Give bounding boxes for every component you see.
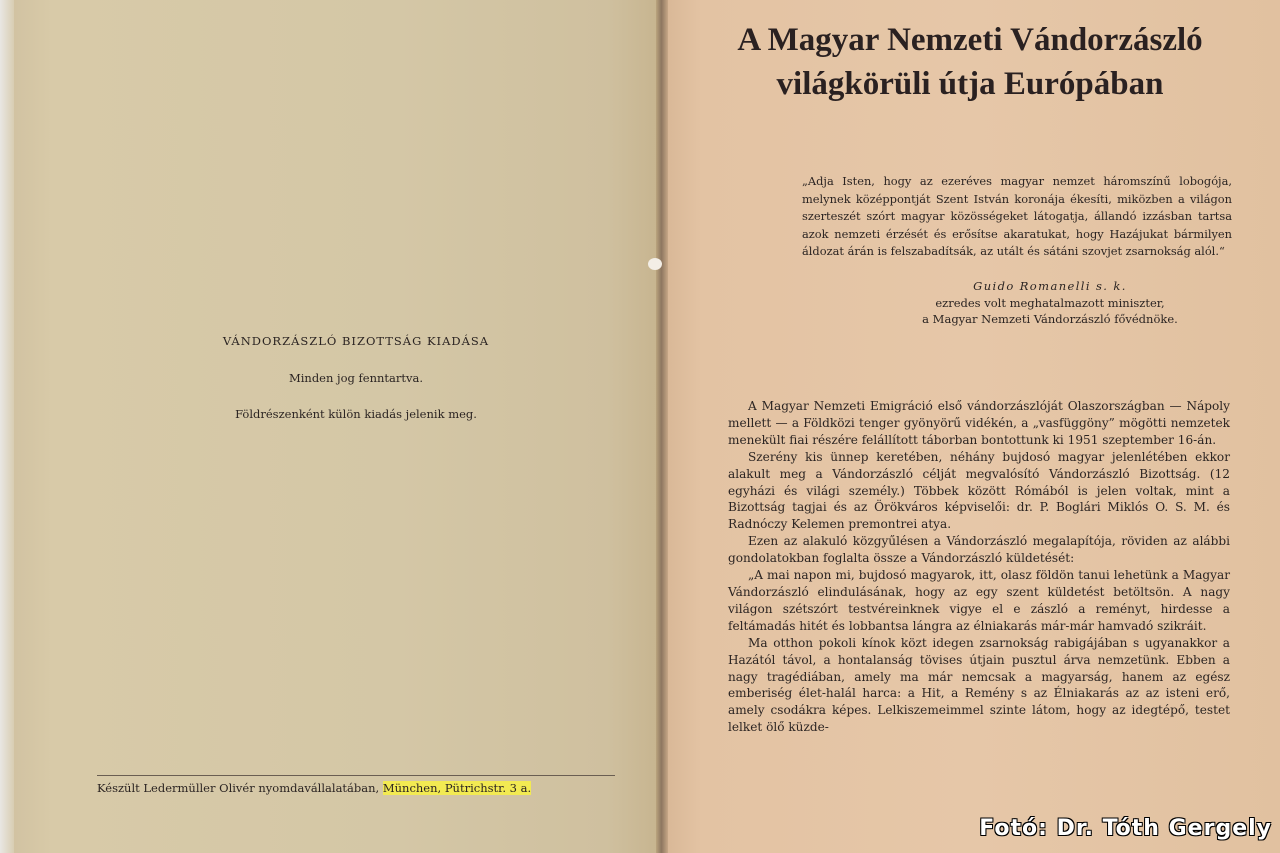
paragraph: A Magyar Nemzeti Emigráció első vándorzászlóját Olaszországban — Nápoly mellett — a Földközi tenger gyönyörű vidékén, a „vasfüggöny” mögötti nemzetek menekült fiai részére felállított táborban bontottunk ki 1951 szeptember 16-án. — [728, 399, 1230, 447]
paragraph: Ma otthon pokoli kínok közt idegen zsarnokság rabigájában s ugyanakkor a Hazától távol, a hontalanság tövises útjain pusztul árva nemzetünk. Ebben a nagy tragédiában, amely ma már nemcsak a magyarság, hanem az egész emberiség élet-halál harca: a Hit, a Remény s az Élniakarás az az isteni erő, amely csodákra képes. Lelkiszemeimmel szinte látom, hogy az idegtépő, testet lelket ölő küzde- — [728, 635, 1230, 735]
title-line-1: A Magyar Nemzeti Vándorzászló — [737, 22, 1203, 58]
paragraph: „A mai napon mi, bujdosó magyarok, itt, olasz földön tanui lehetünk a Magyar Vándorzászló elindulásának, hogy az egy szent küldetést betöltsön. A nagy világon szétszórt testvéreinknek vigye el e zászló a reményt, hirdesse a feltámadás hitét és lobbantsa lángra az élniakarás már-már hamvadó szikráit. — [728, 568, 1230, 633]
printer-address-highlight: München, Pütrichstr. 3 a. — [382, 781, 532, 795]
printer-prefix: Készült Ledermüller Olivér nyomdavállalatában, — [97, 781, 380, 795]
article-body — [728, 398, 1230, 736]
motto-text: „Adja Isten, hogy az ezeréves magyar nemzet háromszínű lobogója, melynek középpontját Szent István koronája ékesíti, miközben a világon szerteszét szórt magyar közösségeket látogatja, állandó izzásban tartsa azok nemzeti érzését és erősítse akaratukat, hogy Hazájukat bármilyen áldozat árán is felszabadítsák, az utált és sátáni szovjet zsarnokság alól.“ — [802, 174, 1232, 259]
paper-tear — [648, 258, 662, 270]
printer-line — [97, 775, 615, 795]
title-line-2: világkörüli útja Európában — [776, 66, 1164, 102]
signature-name: Guido Romanelli s. k. — [973, 279, 1127, 293]
paragraph: Szerény kis ünnep keretében, néhány bujdosó magyar jelenlétében ekkor alakult meg a Vándorzászló célját megvalósító Vándorzászló Bizottság. (12 egyházi és világi személy.) Többek között Rómából is jelen voltak, mint a Bizottság tagjai és az Örökváros képviselői: dr. P. Boglári Miklós O. S. M. és Radnóczy Kelemen premontrei atya. — [728, 449, 1230, 532]
motto-quote — [802, 173, 1232, 261]
publisher-line: VÁNDORZÁSZLÓ BIZOTTSÁG KIADÁSA — [222, 334, 490, 348]
page-title — [690, 18, 1250, 106]
imprint-block — [150, 334, 562, 443]
paragraph: Ezen az alakuló közgyűlésen a Vándorzászló megalapítója, röviden az alábbi gondolatokban foglalta össze a Vándorzászló küldetését: — [728, 534, 1230, 566]
photo-credit-watermark: Fotó: Dr. Tóth Gergely — [979, 816, 1272, 841]
signature-title-1: ezredes volt meghatalmazott miniszter, — [935, 295, 1165, 310]
rights-line: Minden jog fenntartva. — [288, 371, 424, 385]
paper-edge — [0, 0, 14, 853]
signature-block — [880, 278, 1220, 328]
page-gutter — [656, 0, 668, 853]
editions-line: Földrészenként külön kiadás jelenik meg. — [235, 407, 477, 421]
signature-title-2: a Magyar Nemzeti Vándorzászló fővédnöke. — [922, 312, 1178, 326]
